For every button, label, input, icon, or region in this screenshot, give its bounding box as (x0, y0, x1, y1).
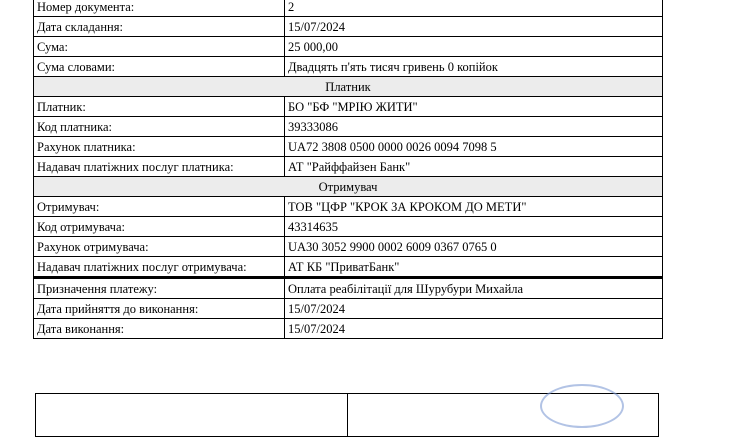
table-row (34, 0, 663, 17)
recipient-account-value: UA30 3052 9900 0002 6009 0367 0765 0 (285, 237, 663, 257)
recipient-code-value: 43314635 (285, 217, 663, 237)
payer-section-title: Платник (34, 77, 663, 97)
recipient-bank-label: Надавач платіжних послуг отримувача: (34, 257, 285, 278)
amount-value: 25 000,00 (285, 37, 663, 57)
payment-purpose-value: Оплата реабілітації для Шурубури Михайла (285, 278, 663, 299)
payer-code-label: Код платника: (34, 117, 285, 137)
amount-label: Сума: (34, 37, 285, 57)
document-number-value: 2 (285, 0, 663, 17)
amount-words-value: Двадцять п'ять тисяч гривень 0 копійок (285, 57, 663, 77)
table-row (34, 117, 663, 137)
acceptance-date-value: 15/07/2024 (285, 299, 663, 319)
table-row (34, 157, 663, 177)
recipient-section-header (34, 177, 663, 197)
table-row (34, 278, 663, 299)
bank-stamp-icon (540, 384, 624, 428)
table-row (34, 137, 663, 157)
table-row (34, 257, 663, 278)
payer-account-value: UA72 3808 0500 0000 0026 0094 7098 5 (285, 137, 663, 157)
table-row (34, 97, 663, 117)
amount-words-label: Сума словами: (34, 57, 285, 77)
compile-date-value: 15/07/2024 (285, 17, 663, 37)
table-row (34, 197, 663, 217)
document-number-label: Номер документа: (34, 0, 285, 17)
payer-account-label: Рахунок платника: (34, 137, 285, 157)
recipient-label: Отримувач: (34, 197, 285, 217)
payment-purpose-label: Призначення платежу: (34, 278, 285, 299)
table-row (34, 37, 663, 57)
table-row (34, 57, 663, 77)
payer-bank-value: АТ "Райффайзен Банк" (285, 157, 663, 177)
compile-date-label: Дата складання: (34, 17, 285, 37)
payer-bank-label: Надавач платіжних послуг платника: (34, 157, 285, 177)
payer-section-header (34, 77, 663, 97)
recipient-bank-value: АТ КБ "ПриватБанк" (285, 257, 663, 278)
recipient-section-title: Отримувач (34, 177, 663, 197)
payment-document-table (33, 0, 663, 339)
table-row (34, 217, 663, 237)
acceptance-date-label: Дата прийняття до виконання: (34, 299, 285, 319)
payer-value: БО "БФ "МРІЮ ЖИТИ" (285, 97, 663, 117)
payer-code-value: 39333086 (285, 117, 663, 137)
table-row (34, 237, 663, 257)
payer-label: Платник: (34, 97, 285, 117)
recipient-account-label: Рахунок отримувача: (34, 237, 285, 257)
execution-date-label: Дата виконання: (34, 319, 285, 339)
table-row (34, 17, 663, 37)
table-row (34, 299, 663, 319)
recipient-code-label: Код отримувача: (34, 217, 285, 237)
execution-date-value: 15/07/2024 (285, 319, 663, 339)
recipient-value: ТОВ "ЦФР "КРОК ЗА КРОКОМ ДО МЕТИ" (285, 197, 663, 217)
table-row (34, 319, 663, 339)
